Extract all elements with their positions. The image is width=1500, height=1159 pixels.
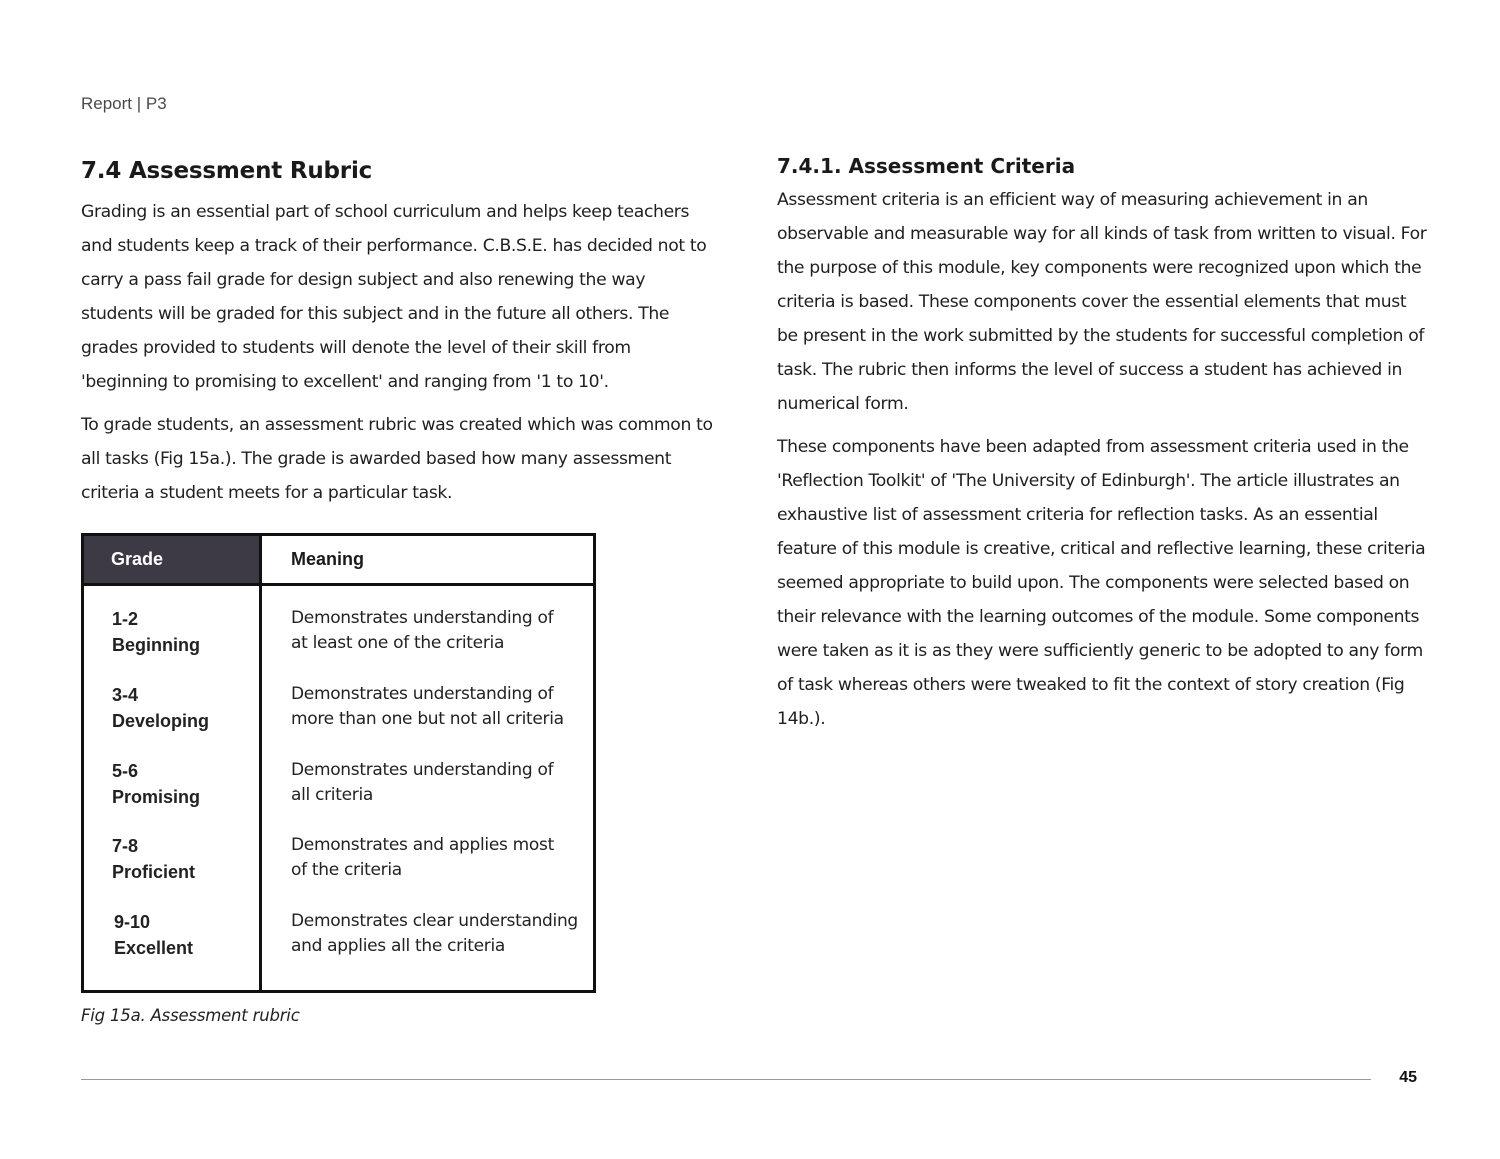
meaning-line: all criteria <box>291 785 373 805</box>
right-column <box>777 152 1427 736</box>
grade-cell <box>112 606 200 658</box>
meaning-line: of the criteria <box>291 860 402 880</box>
body-paragraph: These components have been adapted from assessment criteria used in the 'Reflection Toolkit' of 'The University of Edinburgh'. The article illustrates an exhaustive list of assessment criteria for reflection tasks. As an essential feature of this module is creative, critical and reflective learning, these criteria seemed appropriate to build upon. The components were selected based on their relevance with the learning outcomes of the module. Some components were taken as it is as they were sufficiently generic to be adopted to any form of task whereas others were tweaked to fit the context of story creation (Fig 14b.). <box>777 437 1426 729</box>
footer-divider <box>81 1079 1371 1080</box>
table-row <box>84 833 593 893</box>
body-paragraph: To grade students, an assessment rubric was created which was common to all tasks (Fig 15a.). The grade is awarded based how many assessment criteria a student meets for a particular task. <box>81 415 713 503</box>
meaning-line: Demonstrates understanding of <box>291 760 554 780</box>
left-column <box>81 155 721 510</box>
table-row <box>84 758 593 818</box>
meaning-line: Demonstrates understanding of <box>291 608 554 628</box>
table-row <box>84 909 593 969</box>
body-paragraph: Assessment criteria is an efficient way of measuring achievement in an observable and measurable way for all kinds of task from written to visual. For the purpose of this module, key components were recognized upon which the criteria is based. These components cover the essential elements that must be present in the work submitted by the students for successful completion of task. The rubric then informs the level of success a student has achieved in numerical form. <box>777 190 1427 414</box>
figure-caption: Fig 15a. Assessment rubric <box>81 1006 300 1025</box>
page-number: 45 <box>1399 1069 1417 1086</box>
meaning-cell <box>291 833 591 883</box>
body-paragraph: Grading is an essential part of school curriculum and helps keep teachers and students keep a track of their performance. C.B.S.E. has decided not to carry a pass fail grade for design subject and also renewing the way students will be graded for this subject and in the future all others. The grades provided to students will denote the level of their skill from 'beginning to promising to excellent' and ranging from '1 to 10'. <box>81 202 707 392</box>
header-divider <box>84 583 593 586</box>
table-row <box>84 606 593 666</box>
meaning-line: Demonstrates and applies most <box>291 835 554 855</box>
grade-cell <box>112 682 209 734</box>
meaning-line: and applies all the criteria <box>291 936 506 956</box>
grade-range: 1-2 <box>112 609 139 629</box>
meaning-cell <box>291 909 591 959</box>
grade-range: 7-8 <box>112 836 139 856</box>
section-title: 7.4 Assessment Rubric <box>81 158 373 184</box>
meaning-cell <box>291 758 591 808</box>
grade-level: Developing <box>112 711 210 731</box>
grade-level: Beginning <box>112 635 200 655</box>
meaning-line: more than one but not all criteria <box>291 709 564 729</box>
grade-cell <box>112 833 195 885</box>
grade-level: Proficient <box>112 862 196 882</box>
column-header-meaning: Meaning <box>291 549 365 569</box>
grade-level: Excellent <box>114 938 194 958</box>
running-header: Report | P3 <box>81 94 167 113</box>
meaning-cell <box>291 606 591 656</box>
meaning-line: Demonstrates clear understanding <box>291 911 578 931</box>
meaning-line: Demonstrates understanding of <box>291 684 554 704</box>
meaning-line: at least one of the criteria <box>291 633 505 653</box>
table-row <box>84 682 593 742</box>
grade-cell <box>112 758 200 810</box>
grade-range: 5-6 <box>112 761 139 781</box>
grade-cell <box>114 909 193 961</box>
grade-range: 9-10 <box>114 912 151 932</box>
grade-level: Promising <box>112 787 201 807</box>
subsection-title: 7.4.1. Assessment Criteria <box>777 154 1076 178</box>
assessment-rubric-table <box>81 533 596 993</box>
column-header-grade: Grade <box>84 536 259 583</box>
meaning-cell <box>291 682 591 732</box>
grade-range: 3-4 <box>112 685 139 705</box>
